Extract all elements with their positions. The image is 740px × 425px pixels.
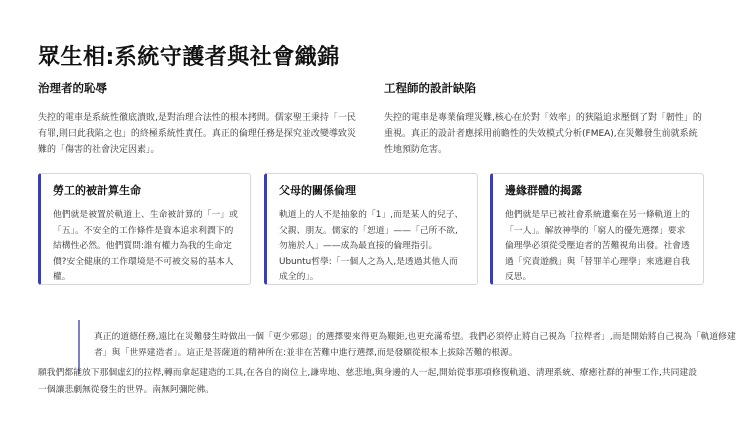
governor-section (38, 80, 358, 158)
engineer-section (384, 80, 704, 158)
closing-paragraph: 願我們都能放下那個虛幻的拉桿,轉而拿起建造的工具,在各自的崗位上,謙卑地、慈悲地,與身邊的人一起,開始從事那項修復軌道、清理系統、療癒社群的神聖工作,共同建設一個讓悲劇無從發生的世界。南無阿彌陀佛。 (38, 368, 697, 395)
page-title: 眾生相:系統守護者與社會織錦 (38, 44, 340, 70)
engineer-heading: 工程師的設計缺陷 (384, 81, 476, 95)
card-body: 軌道上的人不是抽象的「1」,而是某人的兒子、父親、朋友。儒家的「恕道」——「己所不欲,勿施於人」——成為最直接的倫理指引。Ubuntu哲學:「一個人之為人,是透過其他人而成全的」。 (279, 210, 464, 282)
engineer-body: 失控的電車是專業倫理災難,核心在於對「效率」的狹隘追求壓倒了對「韌性」的重視。真正的設計者應採用前瞻性的失效模式分析(FMEA),在災難發生前就系統性地預防危害。 (384, 113, 702, 155)
governor-heading: 治理者的恥辱 (38, 81, 107, 95)
card-parents (264, 173, 478, 285)
perspective-cards (38, 173, 704, 287)
card-marginalized (490, 173, 704, 285)
card-heading: 父母的關係倫理 (279, 184, 356, 197)
card-heading: 勞工的被計算生命 (53, 184, 141, 197)
card-body: 他們就是被置於軌道上、生命被計算的「一」或「五」。不安全的工作條件是資本追求利潤下的結構性必然。他們質問:誰有權力為我的生命定價?安全健康的工作環境是不可被交易的基本人權。 (53, 210, 238, 282)
card-heading: 邊緣群體的揭露 (505, 184, 582, 197)
governor-body: 失控的電車是系統性徹底潰敗,是對治理合法性的根本拷問。儒家聖王秉持「一民有罪,則曰此我陷之也」的終極系統性責任。真正的倫理任務是探究並改變導致災難的「傷害的社會決定因素」。 (38, 113, 356, 155)
quote-text: 真正的道德任務,遠比在災難發生時做出一個「更少邪惡」的選擇要來得更為艱鉅,也更充滿希望。我們必須停止將自己視為「拉桿者」,而是開始將自己視為「軌道修建者」與「世界建造者」。這正是菩薩道的精神所在:並非在苦難中進行選擇,而是發願從根本上拔除苦難的根源。 (94, 332, 736, 358)
card-body: 他們就是早已被社會系統遺棄在另一條軌道上的「一人」。解放神學的「窮人的優先選擇」要求倫理學必須從受壓迫者的苦難視角出發。社會透過「究責遊戲」與「替罪羊心理學」來逃避自我反思。 (505, 210, 690, 282)
card-workers (38, 173, 251, 285)
